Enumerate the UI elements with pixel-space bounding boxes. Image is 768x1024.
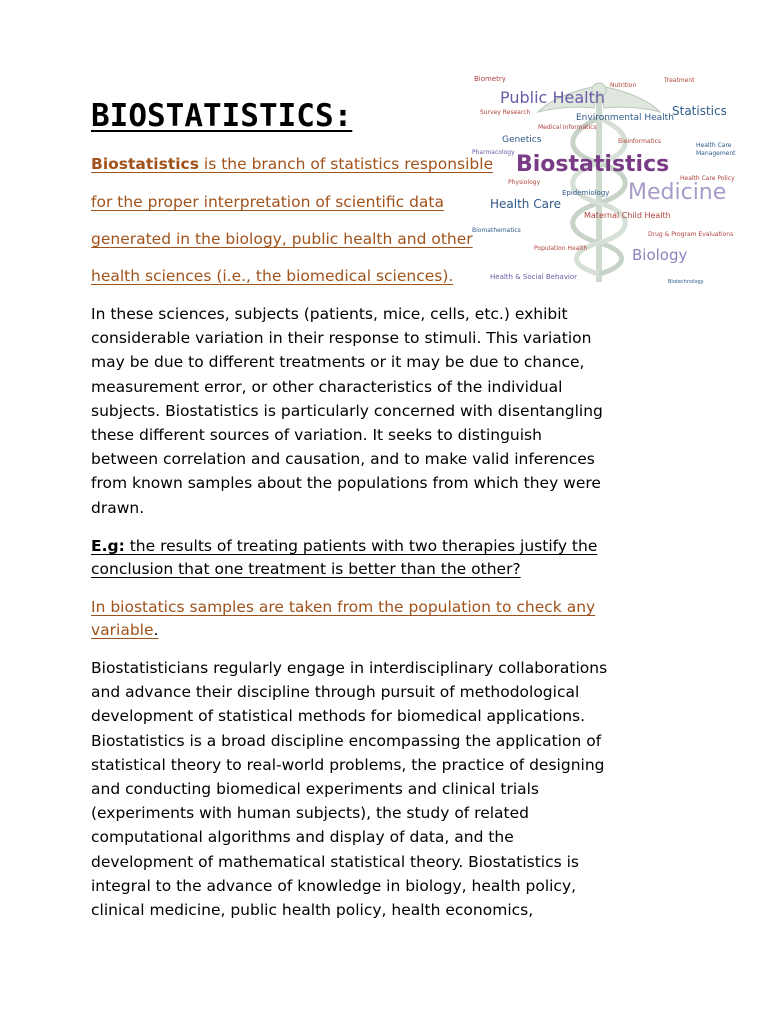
intro-line [91,230,473,248]
cloud-word: Maternal Child Health [584,211,671,220]
example-body: the results of treating patients with two therapies justify the conclusion that one treatment is better than the other? [91,537,598,578]
cloud-word: Nutrition [610,82,637,89]
cloud-word: Population Health [534,245,588,252]
intro-text: health sciences (i.e., the biomedical sciences). [91,267,454,285]
cloud-word: Drug & Program Evaluations [648,231,734,238]
example-label: E.g: [91,537,125,555]
cloud-word: Environmental Health [576,113,674,123]
cloud-word: Health & Social Behavior [490,273,577,281]
cloud-word: Medicine [628,180,727,205]
cloud-word: Biometry [474,75,506,83]
cloud-word: Biomathematics [472,227,521,234]
intro-line [91,155,493,173]
sampling-note-end: . [153,621,159,639]
cloud-word: Biotechnology [668,279,704,285]
paragraph-variation: In these sciences, subjects (patients, mice, cells, etc.) exhibit considerable variation in their response to stimuli. This variation may be due to different treatments or it may be due to chance, measurement error, or other characteristics of the individual subjects. Biostatistics is particularly concerned with disentangling these different sources of variation. It seeks to distinguish between correlation and causation, and to make valid inferences from known samples about the populations from which they were drawn. [91,305,603,517]
intro-line [91,193,444,211]
sampling-note [91,596,681,642]
paragraph-biostatisticians: Biostatisticians regularly engage in interdisciplinary collaborations and advance their discipline through pursuit of methodological development of statistical methods for biomedical applications. Biostatistics is a broad discipline encompassing the application of statistical theory to real-world problems, the practice of designing and conducting biomedical experiments and clinical trials (experiments with human subjects), the study of related computational algorithms and display of data, and the development of mathematical statistical theory. Biostatistics is integral to the advance of knowledge in biology, health policy, clinical medicine, public health policy, health economics, [91,659,608,920]
cloud-word: Health Care [490,197,562,211]
cloud-word: Biostatistics [516,152,670,177]
biostatistics-word-cloud [468,70,748,292]
intro-line [91,267,453,285]
cloud-word: Physiology [508,179,541,186]
cloud-word: Health Care Management [696,142,736,157]
cloud-word: Treatment [664,77,695,84]
cloud-word: Medical Informatics [538,124,597,131]
cloud-word: Biology [632,246,688,264]
intro-term: Biostatistics [91,155,199,173]
intro-text: for the proper interpretation of scientific data [91,193,444,211]
document-title: BIOSTATISTICS: [91,98,353,134]
cloud-word: Health Care Policy [680,175,735,182]
cloud-word: Public Health [500,88,605,107]
intro-text: is the branch of statistics responsible [198,155,494,173]
cloud-word: Statistics [672,104,727,118]
cloud-word: Pharmacology [472,149,515,156]
intro-text: generated in the biology, public health and other [91,230,473,248]
example-text [91,535,681,581]
cloud-word: Survey Research [480,109,531,116]
cloud-word: Epidemiology [562,189,610,197]
cloud-word: Genetics [502,135,542,145]
cloud-word: Bioinformatics [618,138,662,145]
sampling-note-text: In biostatics samples are taken from the population to check any variable [91,598,596,639]
